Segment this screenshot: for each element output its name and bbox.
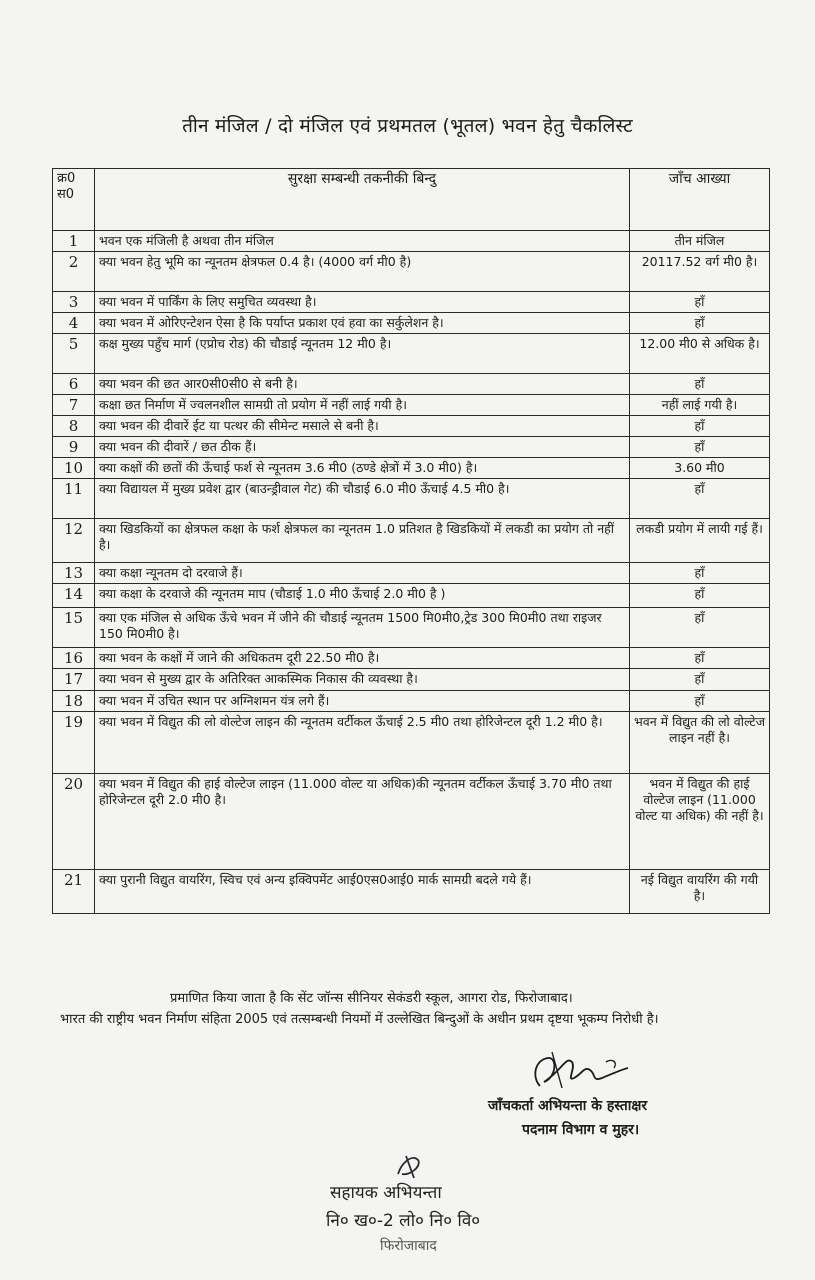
handwritten-signature <box>522 1048 632 1094</box>
table-row <box>53 648 770 669</box>
row-serial: 11 <box>53 479 95 519</box>
row-result: नहीं लाई गयी है। <box>630 395 770 416</box>
table-row <box>53 437 770 458</box>
row-serial: 6 <box>53 374 95 395</box>
row-result: लकडी प्रयोग में लायी गई हैं। <box>630 519 770 563</box>
row-serial: 19 <box>53 712 95 774</box>
row-result: तीन मंजिल <box>630 231 770 252</box>
row-result: हाँ <box>630 563 770 584</box>
row-serial: 16 <box>53 648 95 669</box>
header-report: जाँच आख्या <box>630 169 770 231</box>
row-serial: 21 <box>53 870 95 914</box>
row-result: 3.60 मी0 <box>630 458 770 479</box>
row-point: क्या विद्यायल में मुख्य प्रवेश द्वार (बाउन्ड्रीवाल गेट) की चौडाई 6.0 मी0 ऊँचाई 4.5 मी0 है। <box>95 479 630 519</box>
row-result: हाँ <box>630 584 770 608</box>
row-point: कक्ष मुख्य पहुँच मार्ग (एप्रोच रोड) की चौडाई न्यूनतम 12 मी0 है। <box>95 334 630 374</box>
row-point: क्या भवन की दीवारें / छत ठीक हैं। <box>95 437 630 458</box>
row-result: भवन में विद्युत की हाई वोल्टेज लाइन (11.000 वोल्ट या अधिक) की नहीं है। <box>630 774 770 870</box>
row-result: 20117.52 वर्ग मी0 है। <box>630 252 770 292</box>
table-row <box>53 712 770 774</box>
row-result: हाँ <box>630 669 770 691</box>
row-result: हाँ <box>630 374 770 395</box>
row-point: भवन एक मंजिली है अथवा तीन मंजिल <box>95 231 630 252</box>
table-row <box>53 292 770 313</box>
row-serial: 3 <box>53 292 95 313</box>
row-serial: 18 <box>53 691 95 712</box>
stamp-designation: सहायक अभियन्ता <box>330 1183 442 1203</box>
row-serial: 5 <box>53 334 95 374</box>
table-row <box>53 334 770 374</box>
row-serial: 7 <box>53 395 95 416</box>
row-serial: 2 <box>53 252 95 292</box>
table-row <box>53 395 770 416</box>
row-point: क्या भवन हेतु भूमि का न्यूनतम क्षेत्रफल 0.4 है। (4000 वर्ग मी0 है) <box>95 252 630 292</box>
table-row <box>53 608 770 648</box>
table-row <box>53 252 770 292</box>
row-result: हाँ <box>630 313 770 334</box>
row-result: भवन में विद्युत की लो वोल्टेज लाइन नहीं है। <box>630 712 770 774</box>
row-serial: 20 <box>53 774 95 870</box>
row-result: हाँ <box>630 479 770 519</box>
row-point: क्या कक्षों की छतों की ऊँचाई फर्श से न्यूनतम 3.6 मी0 (ठण्डे क्षेत्रों में 3.0 मी0) है। <box>95 458 630 479</box>
table-row <box>53 563 770 584</box>
stamp-office: नि० ख०-2 लो० नि० वि० <box>326 1211 481 1231</box>
row-serial: 1 <box>53 231 95 252</box>
row-point: क्या भवन में विद्युत की हाई वोल्टेज लाइन (11.000 वोल्ट या अधिक)की न्यूनतम वर्टीकल ऊँचाई 3.70 मी0 तथा होरिजेन्टल दूरी 2.0 मी0 है। <box>95 774 630 870</box>
header-serial: क्र0 स0 <box>53 169 95 231</box>
row-result: हाँ <box>630 608 770 648</box>
table-row <box>53 313 770 334</box>
row-point: क्या भवन में विद्युत की लो वोल्टेज लाइन की न्यूनतम वर्टीकल ऊँचाई 2.5 मी0 तथा होरिजेन्टल दूरी 1.2 मी0 है। <box>95 712 630 774</box>
table-row <box>53 870 770 914</box>
row-point: कक्षा छत निर्माण में ज्वलनशील सामग्री तो प्रयोग में नहीं लाई गयी है। <box>95 395 630 416</box>
table-row <box>53 374 770 395</box>
row-serial: 10 <box>53 458 95 479</box>
row-result: हाँ <box>630 437 770 458</box>
checklist-table <box>52 168 770 914</box>
row-point: क्या भवन से मुख्य द्वार के अतिरिक्त आकस्मिक निकास की व्यवस्था है। <box>95 669 630 691</box>
table-row <box>53 231 770 252</box>
row-serial: 13 <box>53 563 95 584</box>
row-result: नई विद्युत वायरिंग की गयी है। <box>630 870 770 914</box>
row-result: हाँ <box>630 292 770 313</box>
certificate-line-1: प्रमाणित किया जाता है कि सेंट जॉन्स सीनियर सेकंडरी स्कूल, आगरा रोड, फिरोजाबाद। <box>170 991 573 1006</box>
row-serial: 12 <box>53 519 95 563</box>
row-serial: 4 <box>53 313 95 334</box>
stamp-city: फिरोजाबाद <box>380 1238 437 1254</box>
document-title: तीन मंजिल / दो मंजिल एवं प्रथमतल (भूतल) भवन हेतु चैकलिस्ट <box>182 115 633 137</box>
row-result: हाँ <box>630 648 770 669</box>
row-serial: 9 <box>53 437 95 458</box>
signature-caption: जाँचकर्ता अभियन्ता के हस्ताक्षर <box>488 1098 648 1114</box>
row-serial: 8 <box>53 416 95 437</box>
table-row <box>53 479 770 519</box>
row-serial: 15 <box>53 608 95 648</box>
table-row <box>53 774 770 870</box>
row-point: क्या भवन की दीवारें ईट या पत्थर की सीमेन्ट मसाले से बनी है। <box>95 416 630 437</box>
row-result: हाँ <box>630 691 770 712</box>
row-point: क्या पुरानी विद्युत वायरिंग, स्विच एवं अन्य इक्विपमेंट आई0एस0आई0 मार्क सामग्री बदले गये हैं। <box>95 870 630 914</box>
certificate-text <box>60 988 760 1030</box>
row-serial: 17 <box>53 669 95 691</box>
row-point: क्या भवन की छत आर0सी0सी0 से बनी है। <box>95 374 630 395</box>
row-point: क्या भवन में उचित स्थान पर अग्निशमन यंत्र लगे हैं। <box>95 691 630 712</box>
row-result: 12.00 मी0 से अधिक है। <box>630 334 770 374</box>
row-point: क्या एक मंजिल से अधिक ऊँचे भवन में जीने की चौडाई न्यूनतम 1500 मि0मी0,ट्रेड 300 मि0मी0 तथा राइजर 150 मि0मी0 है। <box>95 608 630 648</box>
row-point: क्या भवन में पार्किंग के लिए समुचित व्यवस्था है। <box>95 292 630 313</box>
header-point: सुरक्षा सम्बन्धी तकनीकी बिन्दु <box>95 169 630 231</box>
row-point: क्या भवन में ओरिएन्टेशन ऐसा है कि पर्याप्त प्रकाश एवं हवा का सर्कुलेशन है। <box>95 313 630 334</box>
row-point: क्या कक्षा न्यूनतम दो दरवाजे हैं। <box>95 563 630 584</box>
table-row <box>53 458 770 479</box>
certificate-line-2: भारत की राष्ट्रीय भवन निर्माण संहिता 2005 एवं तत्सम्बन्धी नियमों में उल्लेखित बिन्दुओं के अधीन प्रथम दृष्टया भूकम्प निरोधी है। <box>60 1012 659 1027</box>
row-point: क्या कक्षा के दरवाजे की न्यूनतम माप (चौडाई 1.0 मी0 ऊँचाई 2.0 मी0 है ) <box>95 584 630 608</box>
table-row <box>53 416 770 437</box>
designation-caption: पदनाम विभाग व मुहर। <box>522 1122 640 1138</box>
table-row <box>53 669 770 691</box>
row-point: क्या खिडकियों का क्षेत्रफल कक्षा के फर्श क्षेत्रफल का न्यूनतम 1.0 प्रतिशत है खिडकियों में लकडी का प्रयोग तो नहीं है। <box>95 519 630 563</box>
row-point: क्या भवन के कक्षों में जाने की अधिकतम दूरी 22.50 मी0 है। <box>95 648 630 669</box>
stamp-initial-mark <box>392 1148 426 1182</box>
row-result: हाँ <box>630 416 770 437</box>
table-row <box>53 519 770 563</box>
row-serial: 14 <box>53 584 95 608</box>
table-row <box>53 584 770 608</box>
table-row <box>53 691 770 712</box>
